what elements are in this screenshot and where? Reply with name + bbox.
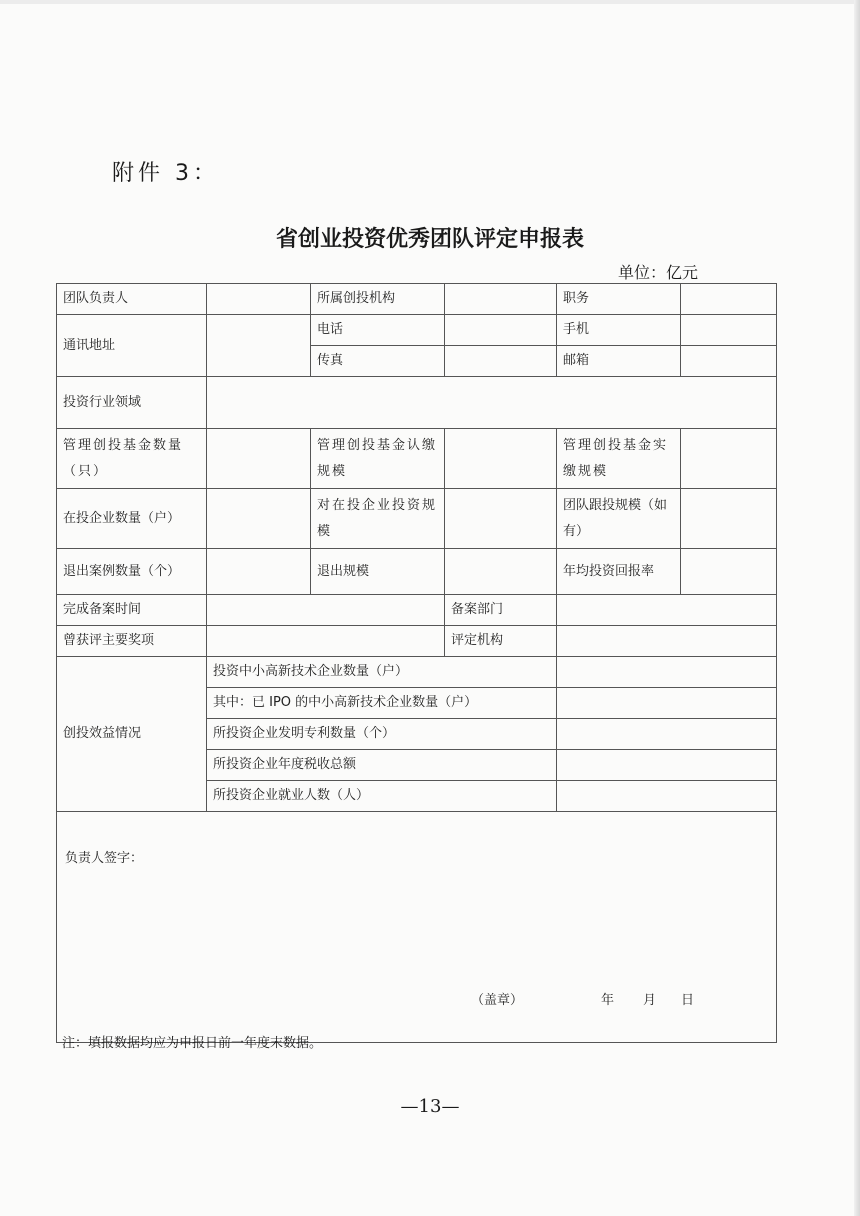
- date-day-label: 日: [681, 993, 695, 1008]
- field-exit-count[interactable]: [207, 549, 311, 595]
- label-filing-time: 完成备案时间: [57, 595, 207, 626]
- label-phone: 电话: [311, 315, 445, 346]
- label-fund-paid: 管理创投基金实缴规模: [557, 429, 681, 489]
- label-fax: 传真: [311, 346, 445, 377]
- date-month-label: 月: [643, 993, 657, 1008]
- row-fund: [57, 429, 777, 489]
- field-award-org[interactable]: [557, 626, 777, 657]
- footnote: 注：填报数据均应为申报日前一年度末数据。: [62, 1036, 323, 1051]
- field-portfolio-count[interactable]: [207, 489, 311, 549]
- row-exit: [57, 549, 777, 595]
- benefit-item-label: 所投资企业发明专利数量（个）: [207, 719, 557, 750]
- field-portfolio-scale[interactable]: [445, 489, 557, 549]
- field-co-invest[interactable]: [681, 489, 777, 549]
- label-filing-dept: 备案部门: [445, 595, 557, 626]
- label-email: 邮箱: [557, 346, 681, 377]
- label-fund-count: 管理创投基金数量（只）: [57, 429, 207, 489]
- label-benefit: 创投效益情况: [57, 657, 207, 812]
- application-form-table: [56, 283, 777, 1043]
- field-benefit-4[interactable]: [557, 750, 777, 781]
- label-affiliated-org: 所属创投机构: [311, 284, 445, 315]
- field-benefit-2[interactable]: [557, 688, 777, 719]
- field-team-leader[interactable]: [207, 284, 311, 315]
- field-address[interactable]: [207, 315, 311, 377]
- field-phone[interactable]: [445, 315, 557, 346]
- scan-top-edge: [0, 0, 860, 4]
- attachment-label: 附件 3：: [112, 161, 219, 186]
- benefit-item-label: 所投资企业就业人数（人）: [207, 781, 557, 812]
- field-email[interactable]: [681, 346, 777, 377]
- field-mobile[interactable]: [681, 315, 777, 346]
- field-fund-count[interactable]: [207, 429, 311, 489]
- signature-area[interactable]: [57, 812, 777, 1043]
- field-filing-dept[interactable]: [557, 595, 777, 626]
- benefit-item-label: 投资中小高新技术企业数量（户）: [207, 657, 557, 688]
- date-year-label: 年: [601, 993, 615, 1008]
- field-affiliated-org[interactable]: [445, 284, 557, 315]
- label-mobile: 手机: [557, 315, 681, 346]
- unit-label: 单位：亿元: [618, 263, 699, 282]
- field-fund-paid[interactable]: [681, 429, 777, 489]
- field-fax[interactable]: [445, 346, 557, 377]
- field-exit-scale[interactable]: [445, 549, 557, 595]
- seal-label: （盖章）: [471, 993, 524, 1008]
- row-filing: [57, 595, 777, 626]
- signature-label: 负责人签字：: [65, 851, 144, 866]
- field-benefit-3[interactable]: [557, 719, 777, 750]
- row-portfolio: [57, 489, 777, 549]
- label-position: 职务: [557, 284, 681, 315]
- row-signature: [57, 812, 777, 1043]
- field-annual-return[interactable]: [681, 549, 777, 595]
- row-industry: [57, 377, 777, 429]
- field-filing-time[interactable]: [207, 595, 445, 626]
- row-benefit-1: [57, 657, 777, 688]
- row-address-1: [57, 315, 777, 346]
- form-title: 省创业投资优秀团队评定申报表: [275, 227, 584, 252]
- label-annual-return: 年均投资回报率: [557, 549, 681, 595]
- label-industry: 投资行业领域: [57, 377, 207, 429]
- row-awards: [57, 626, 777, 657]
- label-portfolio-count: 在投企业数量（户）: [57, 489, 207, 549]
- field-industry[interactable]: [207, 377, 777, 429]
- label-award-org: 评定机构: [445, 626, 557, 657]
- benefit-item-label: 其中：已 IPO 的中小高新技术企业数量（户）: [207, 688, 557, 719]
- field-fund-subscribed[interactable]: [445, 429, 557, 489]
- label-team-leader: 团队负责人: [57, 284, 207, 315]
- field-benefit-1[interactable]: [557, 657, 777, 688]
- row-team-leader: [57, 284, 777, 315]
- label-portfolio-scale: 对在投企业投资规模: [311, 489, 445, 549]
- label-exit-scale: 退出规模: [311, 549, 445, 595]
- scan-right-edge: [854, 0, 860, 1216]
- benefit-item-label: 所投资企业年度税收总额: [207, 750, 557, 781]
- field-position[interactable]: [681, 284, 777, 315]
- field-benefit-5[interactable]: [557, 781, 777, 812]
- label-fund-subscribed: 管理创投基金认缴规模: [311, 429, 445, 489]
- label-awards: 曾获评主要奖项: [57, 626, 207, 657]
- page-number: —13—: [400, 1096, 460, 1117]
- label-exit-count: 退出案例数量（个）: [57, 549, 207, 595]
- label-co-invest: 团队跟投规模（如有）: [557, 489, 681, 549]
- label-address: 通讯地址: [57, 315, 207, 377]
- field-awards[interactable]: [207, 626, 445, 657]
